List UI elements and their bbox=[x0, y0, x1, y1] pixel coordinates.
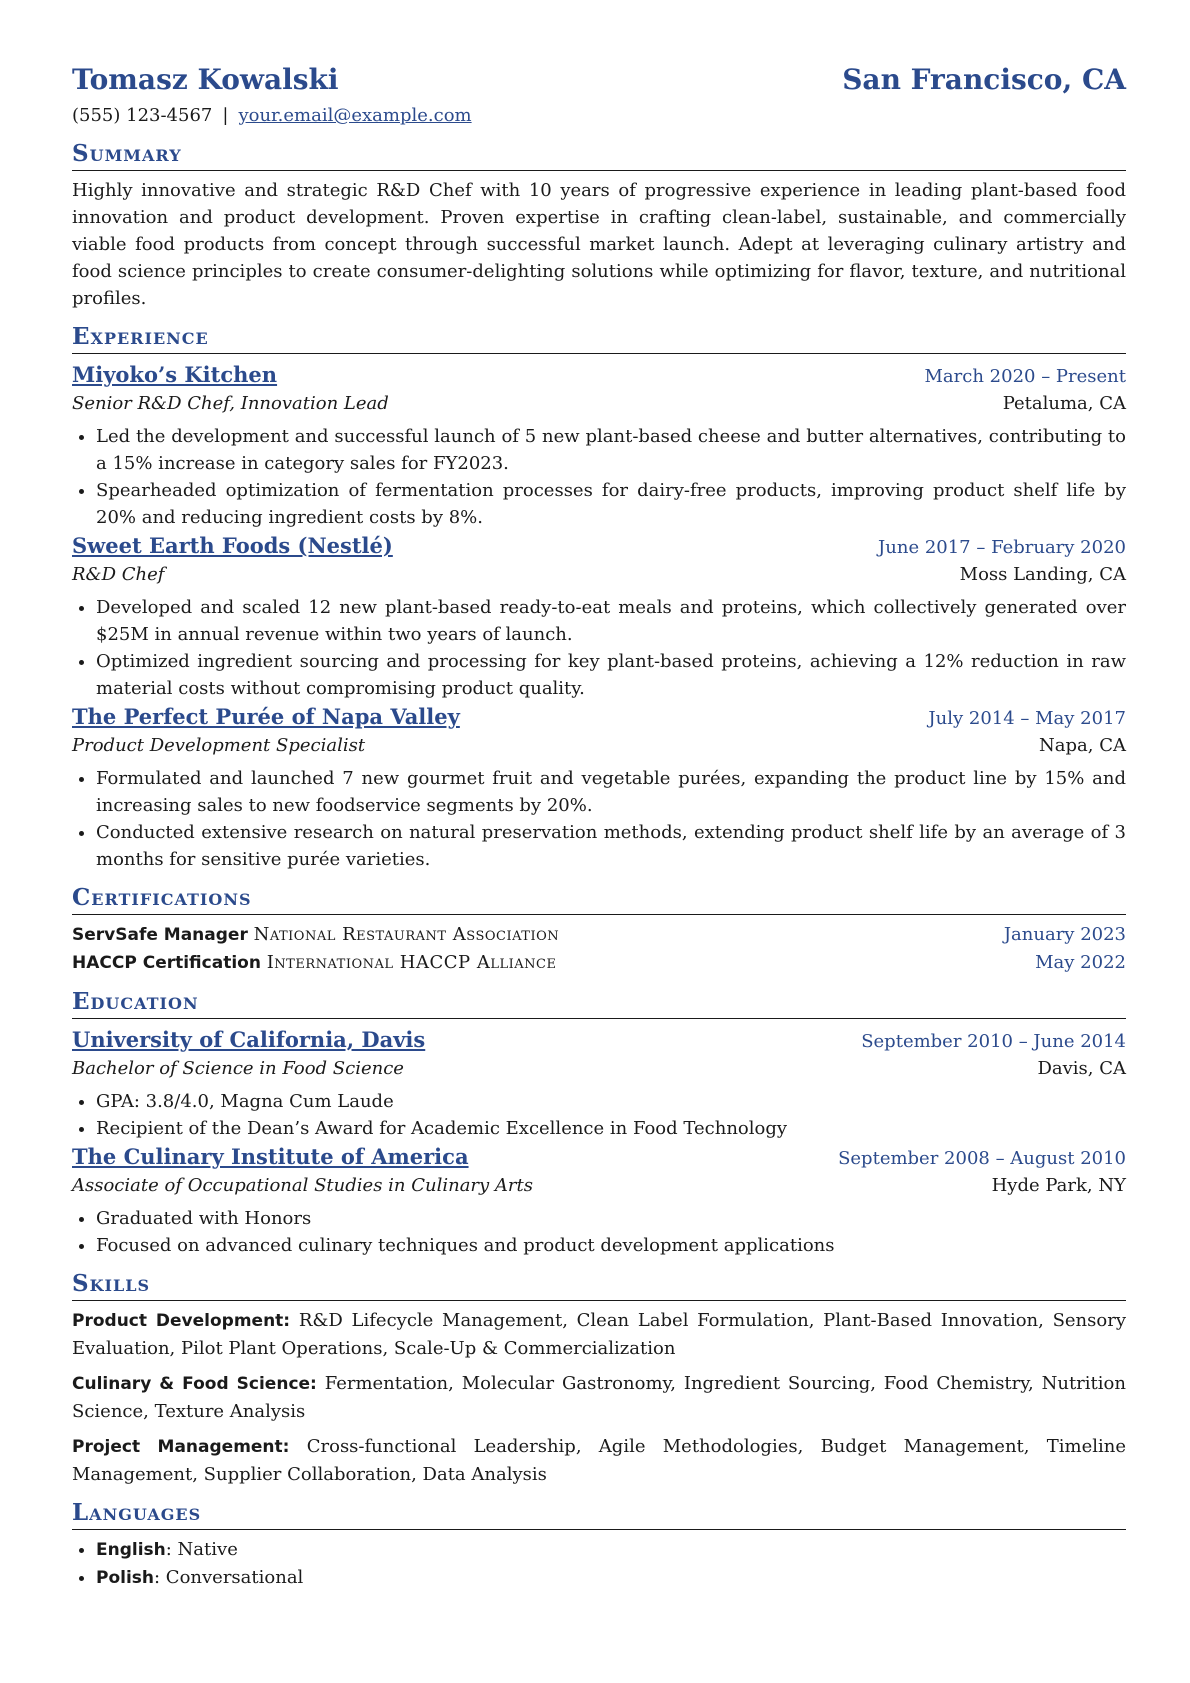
list-item: • Spearheaded optimization of fermentation processes for dairy-free products, improving product shelf life by 20% and reducing ingredient costs by 8%. bbox=[96, 477, 1126, 531]
list-item: • Conducted extensive research on natural preservation methods, extending product shelf life by an average of 3 months for sensitive purée varieties. bbox=[96, 819, 1126, 873]
education-details-list bbox=[72, 1088, 1126, 1142]
job-location: Moss Landing, CA bbox=[959, 564, 1126, 585]
achievement-list bbox=[72, 765, 1126, 873]
section-title-skills: Skills bbox=[72, 1269, 1126, 1301]
language-name: Polish bbox=[96, 1568, 155, 1588]
job-title: R&D Chef bbox=[72, 564, 165, 585]
list-item: • GPA: 3.8/4.0, Magna Cum Laude bbox=[96, 1088, 1126, 1115]
phone-number: (555) 123-4567 bbox=[72, 105, 213, 126]
experience-entry bbox=[72, 702, 1126, 873]
summary-text: Highly innovative and strategic R&D Chef with 10 years of progressive experience in leading plant-based food innovation and product development. Proven expertise in crafting clean-label, sustainable, and commercially viable food products from concept through successful market launch. Adept at leveraging culinary artistry and food science principles to create consumer-delighting solutions while optimizing for flavor, texture, and nutritional profiles. bbox=[72, 180, 1126, 309]
contact-separator: | bbox=[222, 105, 229, 126]
employer-link[interactable]: Sweet Earth Foods (Nestlé) bbox=[72, 533, 393, 558]
section-title-education: Education bbox=[72, 987, 1126, 1019]
experience-entry bbox=[72, 360, 1126, 531]
skill-category: Project Management: bbox=[72, 1437, 290, 1457]
degree-title: Associate of Occupational Studies in Culinary Arts bbox=[72, 1175, 533, 1196]
achievement-list bbox=[72, 423, 1126, 531]
skill-group bbox=[72, 1433, 1126, 1488]
list-item: • Optimized ingredient sourcing and processing for key plant-based proteins, achieving a 12% reduction in raw material costs without compromising product quality. bbox=[96, 648, 1126, 702]
job-location: Petaluma, CA bbox=[1002, 393, 1126, 414]
candidate-name: Tomasz Kowalski bbox=[72, 63, 339, 96]
job-title: Senior R&D Chef, Innovation Lead bbox=[72, 393, 389, 414]
list-item: • Led the development and successful launch of 5 new plant-based cheese and butter alternatives, contributing to a 15% increase in category sales for FY2023. bbox=[96, 423, 1126, 477]
header-location: San Francisco, CA bbox=[842, 63, 1126, 96]
certification-row bbox=[72, 949, 1126, 977]
header bbox=[72, 62, 1126, 98]
list-item: • Recipient of the Dean’s Award for Academic Excellence in Food Technology bbox=[96, 1115, 1126, 1142]
employment-dates: March 2020 – Present bbox=[924, 366, 1126, 387]
skill-list: Fermentation, Molecular Gastronomy, Ingredient Sourcing, Food Chemistry, Nutrition Science, Texture Analysis bbox=[72, 1373, 1126, 1422]
education-dates: September 2008 – August 2010 bbox=[838, 1148, 1126, 1169]
school-location: Hyde Park, NY bbox=[991, 1175, 1126, 1196]
skill-group bbox=[72, 1370, 1126, 1425]
education-entry bbox=[72, 1025, 1126, 1142]
employer-link[interactable]: The Perfect Purée of Napa Valley bbox=[72, 704, 460, 729]
list-item bbox=[96, 1564, 1126, 1592]
education-details-list bbox=[72, 1205, 1126, 1259]
list-item: • Focused on advanced culinary techniques and product development applications bbox=[96, 1232, 1126, 1259]
resume-page bbox=[72, 0, 1126, 1592]
section-title-languages: Languages bbox=[72, 1498, 1126, 1530]
school-location: Davis, CA bbox=[1037, 1058, 1126, 1079]
email-link[interactable]: your.email@example.com bbox=[238, 105, 472, 126]
education-entry bbox=[72, 1142, 1126, 1259]
contact-line bbox=[72, 102, 1126, 129]
education-dates: September 2010 – June 2014 bbox=[861, 1031, 1126, 1052]
languages-list bbox=[72, 1536, 1126, 1592]
section-title-certifications: Certifications bbox=[72, 883, 1126, 915]
certification-date: May 2022 bbox=[1035, 952, 1126, 973]
skill-category: Culinary & Food Science: bbox=[72, 1374, 317, 1394]
list-item bbox=[96, 1536, 1126, 1564]
section-title-experience: Experience bbox=[72, 322, 1126, 354]
degree-title: Bachelor of Science in Food Science bbox=[72, 1058, 404, 1079]
employment-dates: July 2014 – May 2017 bbox=[928, 708, 1126, 729]
school-link[interactable]: University of California, Davis bbox=[72, 1027, 426, 1052]
job-location: Napa, CA bbox=[1039, 735, 1126, 756]
language-level: : Conversational bbox=[154, 1567, 304, 1588]
certification-name: ServSafe Manager bbox=[72, 925, 248, 945]
school-link[interactable]: The Culinary Institute of America bbox=[72, 1144, 469, 1169]
language-level: : Native bbox=[165, 1539, 238, 1560]
list-item: • Graduated with Honors bbox=[96, 1205, 1126, 1232]
skill-category: Product Development: bbox=[72, 1311, 291, 1331]
employer-link[interactable]: Miyoko’s Kitchen bbox=[72, 362, 278, 387]
certification-issuer: International HACCP Alliance bbox=[266, 952, 557, 973]
language-name: English bbox=[96, 1540, 166, 1560]
list-item: • Formulated and launched 7 new gourmet fruit and vegetable purées, expanding the product line by 15% and increasing sales to new foodservice segments by 20%. bbox=[96, 765, 1126, 819]
skill-list: Cross-functional Leadership, Agile Methodologies, Budget Management, Timeline Management, Supplier Collaboration, Data Analysis bbox=[72, 1436, 1126, 1485]
experience-entry bbox=[72, 531, 1126, 702]
section-title-summary: Summary bbox=[72, 139, 1126, 171]
job-title: Product Development Specialist bbox=[72, 735, 366, 756]
certification-issuer: National Restaurant Association bbox=[253, 924, 560, 945]
skill-list: R&D Lifecycle Management, Clean Label Formulation, Plant-Based Innovation, Sensory Evaluation, Pilot Plant Operations, Scale-Up & Commercialization bbox=[72, 1310, 1127, 1359]
certification-date: January 2023 bbox=[1003, 924, 1126, 945]
certification-row bbox=[72, 921, 1126, 949]
skill-group bbox=[72, 1307, 1126, 1362]
employment-dates: June 2017 – February 2020 bbox=[878, 537, 1126, 558]
list-item: • Developed and scaled 12 new plant-based ready-to-eat meals and proteins, which collectively generated over $25M in annual revenue within two years of launch. bbox=[96, 594, 1126, 648]
achievement-list bbox=[72, 594, 1126, 702]
certification-name: HACCP Certification bbox=[72, 953, 261, 973]
